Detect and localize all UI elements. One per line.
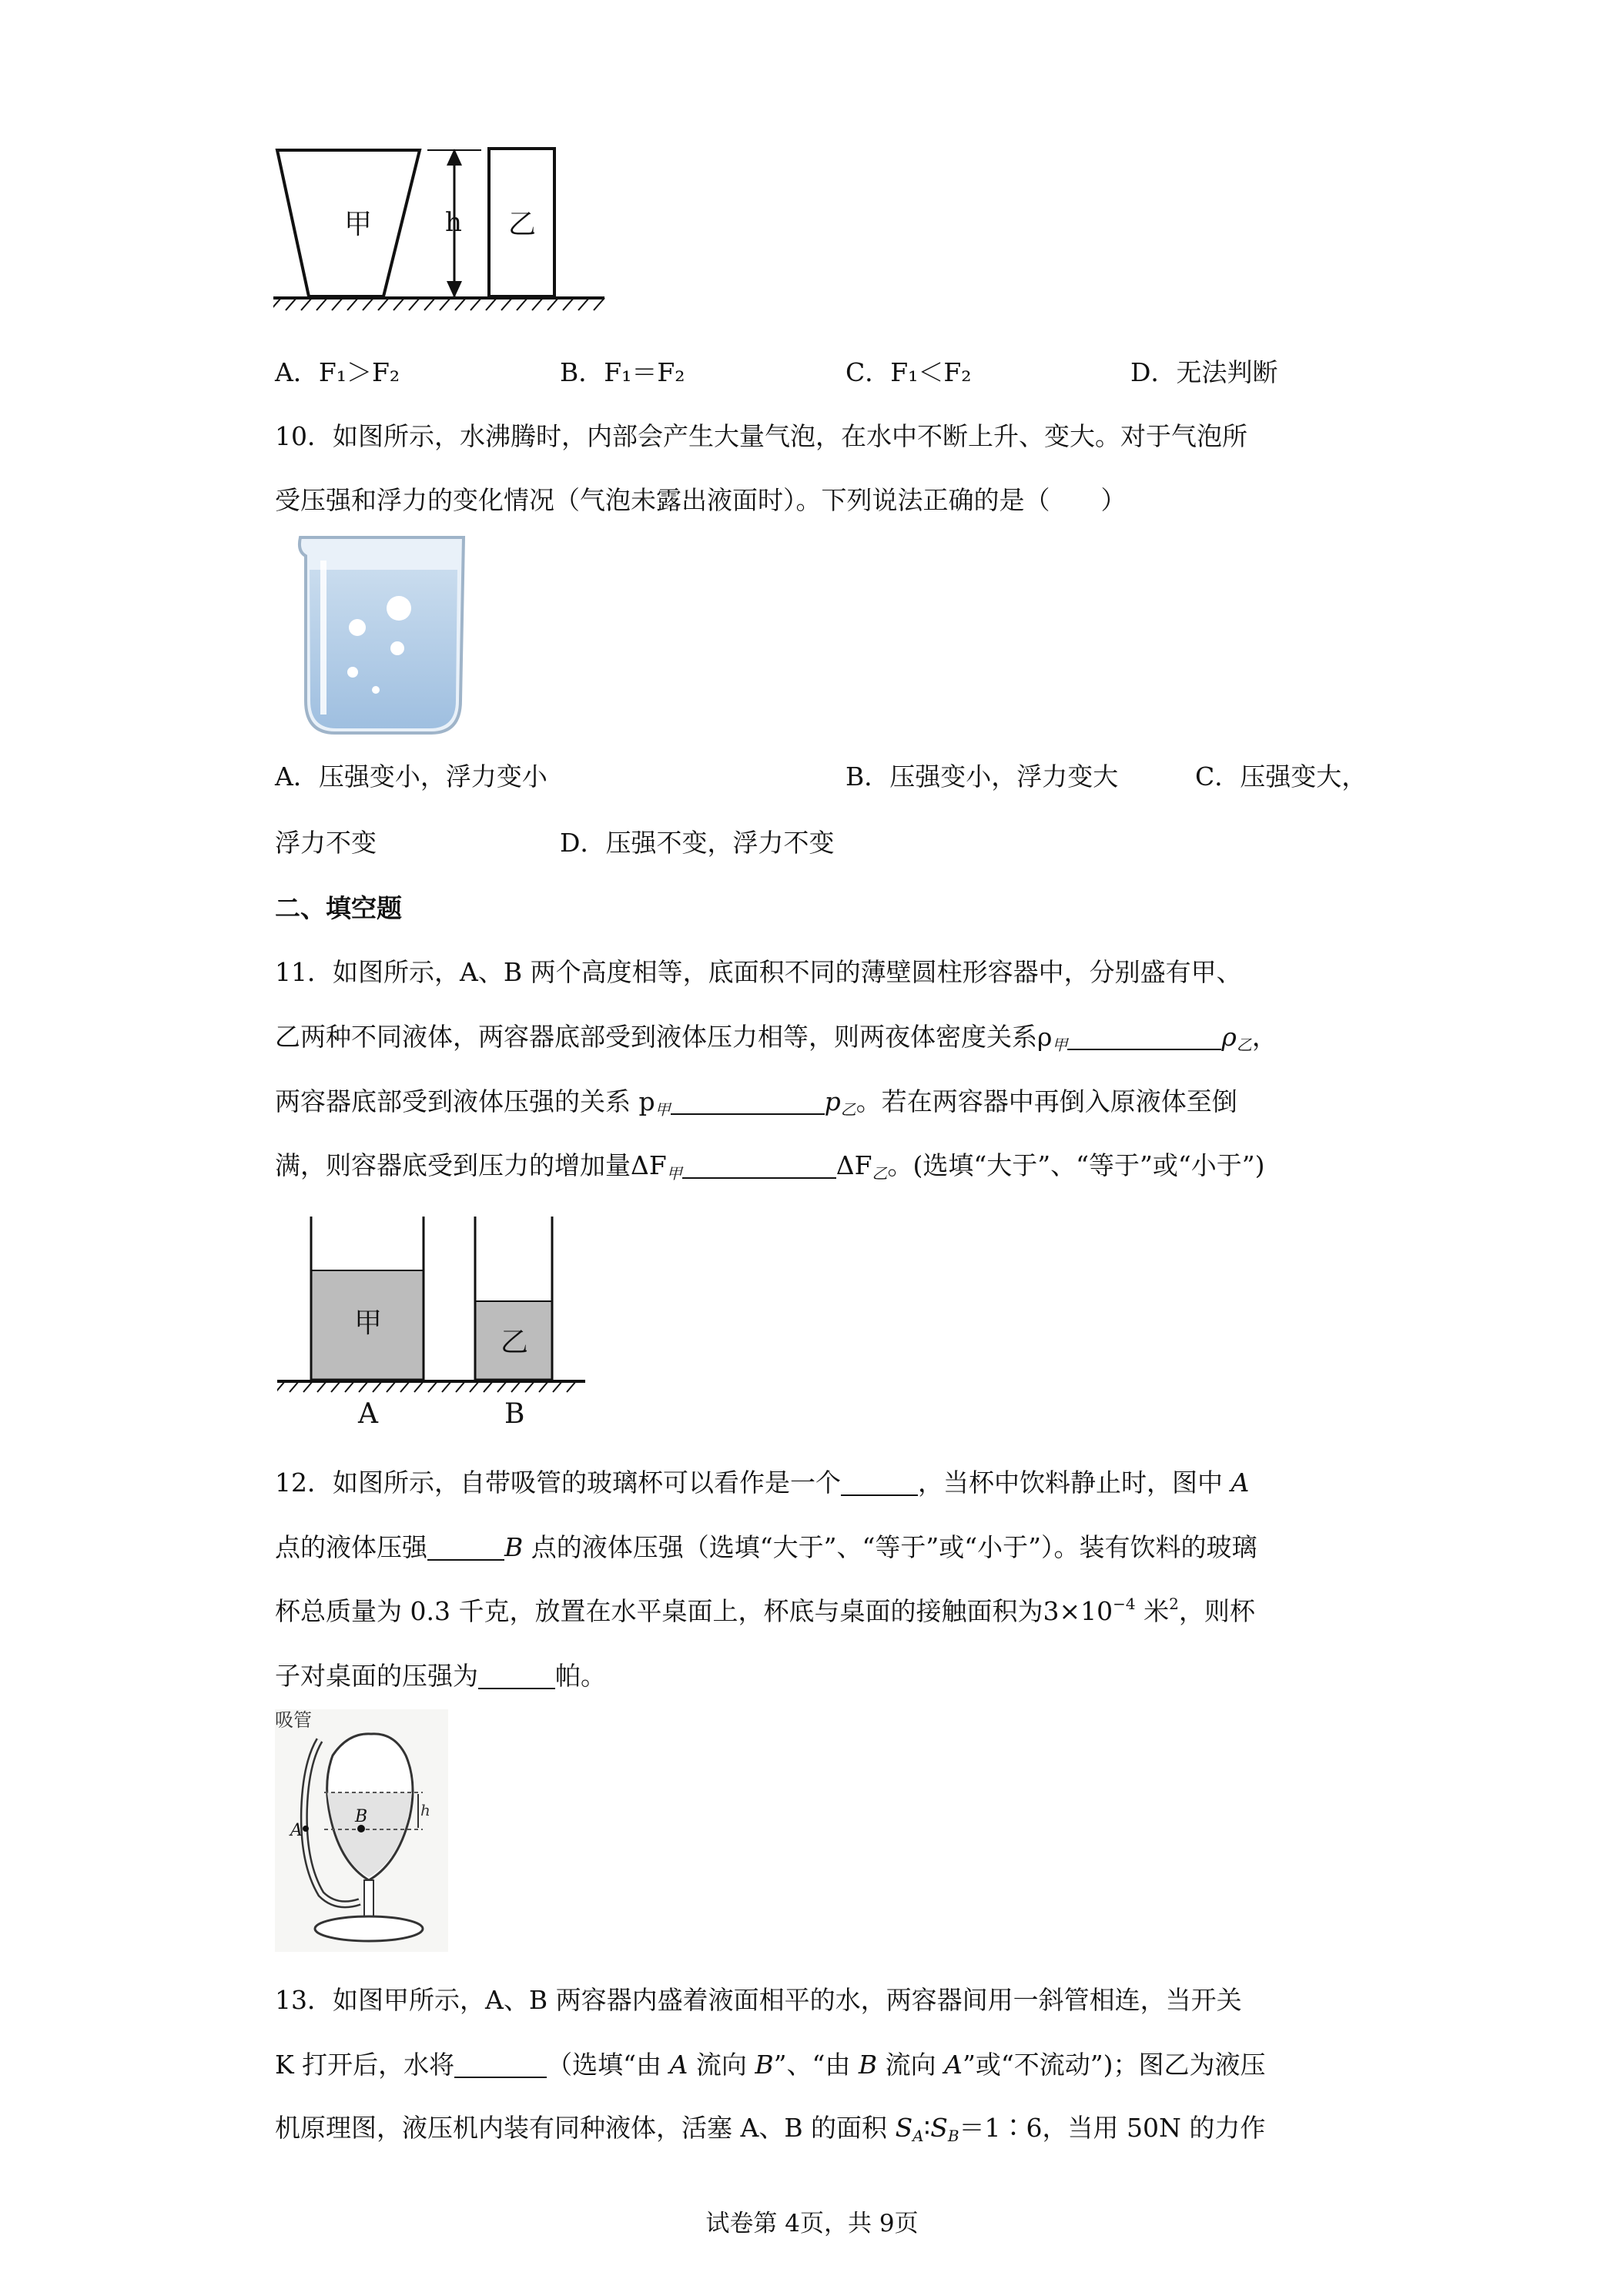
bubble — [387, 596, 411, 621]
point-a — [303, 1826, 309, 1832]
q11-line2: 乙两种不同液体，两容器底部受到液体压力相等，则两夜体密度关系$\rho_甲$ $\rho_乙$， — [275, 1022, 1277, 1054]
q13-line2: K 打开后，水将 （选填“由 A 流向 B”、“由 B 流向 A”或“不流动”)；图乙为液压 — [275, 2050, 1266, 2080]
fig12-label-b: B — [355, 1807, 368, 1826]
fig12-label-straw: 吸管 — [275, 1709, 312, 1731]
beaker-water — [310, 570, 457, 728]
bubble — [347, 667, 358, 678]
ground-hatching — [277, 1381, 576, 1392]
bubble — [372, 686, 380, 694]
fig9-label-h: h — [445, 207, 462, 238]
q9-option-c: C．F₁＜F₂ — [845, 357, 972, 387]
ground-hatching — [273, 298, 604, 310]
q9-option-d: D．无法判断 — [1130, 357, 1278, 387]
glass-base — [315, 1916, 423, 1941]
q11-line3: 两容器底部受到液体压强的关系 $p_甲$ $p_乙$。若在两容器中再倒入原液体至倒 — [275, 1086, 1237, 1119]
straw-glass-figure — [275, 1709, 448, 1952]
fig11-label-a: A — [358, 1398, 378, 1430]
q11-line1: 11．如图所示，A、B 两个高度相等，底面积不同的薄壁圆柱形容器中，分别盛有甲、 — [275, 957, 1242, 987]
answer-blank — [841, 1469, 918, 1496]
fig11-label-yi: 乙 — [501, 1327, 529, 1358]
bubble — [349, 619, 366, 636]
fig11-containers-diagram — [277, 1217, 601, 1440]
q13-line1: 13．如图甲所示，A、B 两容器内盛着液面相平的水，两容器间用一斜管相连，当开关 — [275, 1985, 1242, 2015]
q10-line1: 10．如图所示，水沸腾时，内部会产生大量气泡，在水中不断上升、变大。对于气泡所 — [275, 421, 1247, 451]
q10-option-d: D．压强不变，浮力不变 — [560, 828, 835, 858]
q12-line2: 点的液体压强 B 点的液体压强（选填“大于”、“等于”或“小于”）。装有饮料的玻璃 — [275, 1532, 1257, 1562]
answer-blank — [671, 1088, 825, 1115]
q12-line4: 子对桌面的压强为 帕。 — [275, 1661, 606, 1691]
q10-line2: 受压强和浮力的变化情况（气泡未露出液面时）。下列说法正确的是（ ） — [275, 485, 1127, 515]
q10-option-b: B．压强变小，浮力变大 — [845, 761, 1119, 792]
page-footer: 试卷第 4页，共 9页 — [705, 2210, 919, 2237]
fig9-label-yi: 乙 — [508, 209, 537, 240]
q9-option-a: A．F₁＞F₂ — [275, 357, 400, 387]
fig12-label-h: h — [420, 1801, 430, 1819]
q13-line3: 机原理图，液压机内装有同种液体，活塞 A、B 的面积 $S_A∶S_B=1∶6$，当用 50N 的力作 — [275, 2113, 1266, 2145]
q10-option-a: A．压强变小，浮力变小 — [275, 761, 547, 792]
q12-line3: 杯总质量为 0.3 千克，放置在水平桌面上，杯底与桌面的接触面积为$3\times 10^{-4}$ 米$^2$，则杯 — [275, 1595, 1255, 1626]
fig9-containers-diagram — [273, 142, 608, 316]
section-title-fill-in: 二、填空题 — [275, 893, 402, 923]
q9-option-b: B．F₁＝F₂ — [560, 357, 685, 387]
bubble — [390, 641, 404, 655]
q10-option-c: C．压强变大， — [1195, 761, 1368, 792]
answer-blank — [478, 1662, 555, 1689]
fig11-label-b: B — [504, 1398, 525, 1430]
beaker-bubbles-figure — [293, 531, 477, 739]
answer-blank — [1067, 1023, 1221, 1050]
fig9-label-jia: 甲 — [344, 209, 373, 240]
q10-option-c-cont: 浮力不变 — [275, 828, 377, 858]
q11-line4: 满，则容器底受到压力的增加量$\Delta F_甲$ $\Delta F_乙$。(选填“大于”、“等于”或“小于”) — [275, 1150, 1265, 1183]
answer-blank — [454, 2051, 547, 2078]
fig11-label-jia: 甲 — [354, 1307, 383, 1339]
q12-line1: 12．如图所示，自带吸管的玻璃杯可以看作是一个 ，当杯中饮料静止时，图中 A — [275, 1468, 1250, 1498]
answer-blank — [427, 1534, 504, 1561]
fig12-label-a: A — [290, 1821, 303, 1840]
answer-blank — [682, 1152, 836, 1179]
glass-stem — [364, 1880, 373, 1917]
